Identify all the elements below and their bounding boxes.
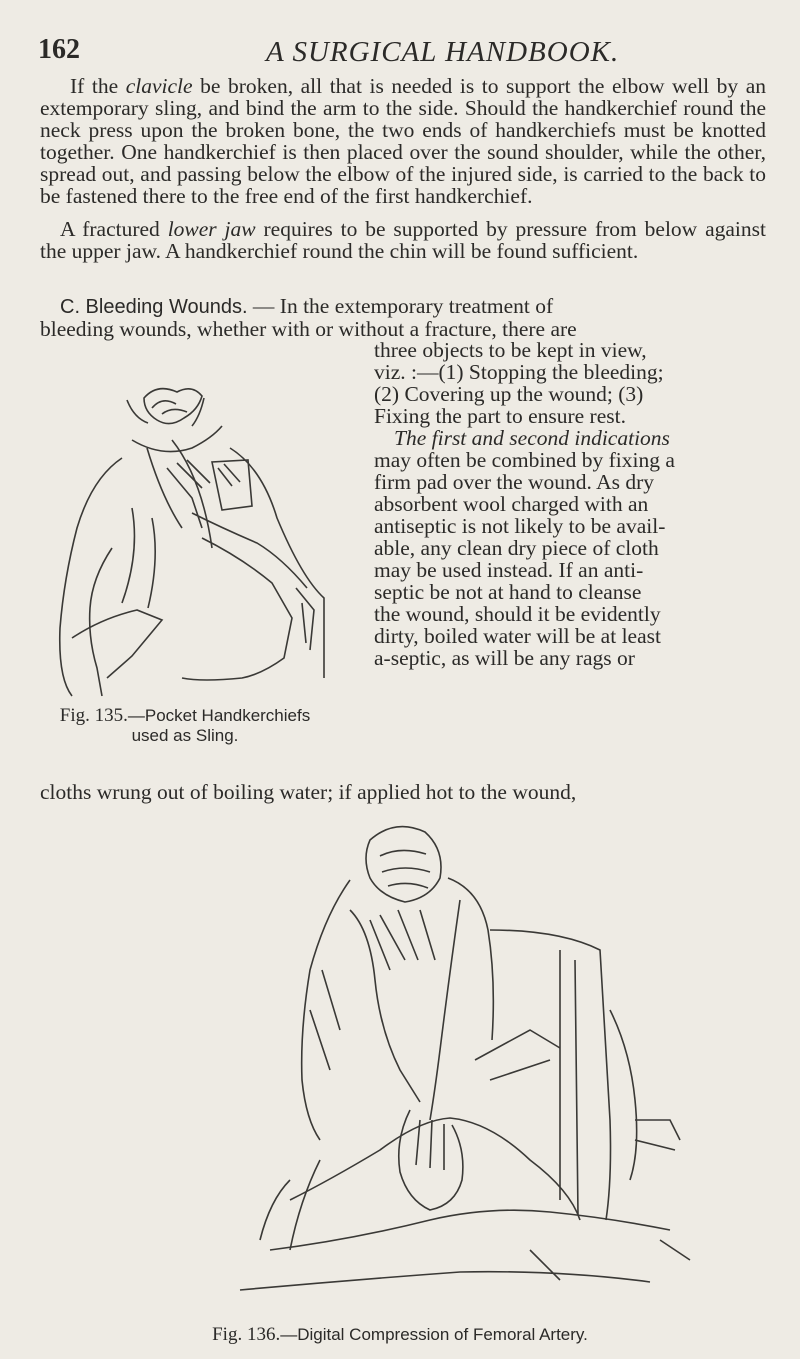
column-line: antiseptic is not likely to be avail- (374, 514, 666, 538)
figure-135-label: Fig. 135. (59, 705, 128, 726)
closing-line: cloths wrung out of boiling water; if applied hot to the wound, (40, 780, 577, 804)
paragraph-lower-jaw: A fractured lower jaw requires to be supported by pressure from below against the upper jaw. A handkerchief round the chin will be found sufficient. (40, 217, 766, 263)
column-line: three objects to be kept in view, (374, 338, 647, 362)
column-line: (2) Covering up the wound; (3) (374, 382, 644, 406)
bleeding-column (374, 339, 766, 669)
figure-136-caption: Fig. 136.—Digital Compression of Femoral Artery. (212, 1324, 588, 1345)
column-line: dirty, boiled water will be at least (374, 624, 661, 648)
column-line: the wound, should it be evidently (374, 602, 661, 626)
column-line: able, any clean dry piece of cloth (374, 536, 659, 560)
column-line: may be used instead. If an anti- (374, 558, 644, 582)
column-line: a-septic, as will be any rags or (374, 646, 635, 670)
page-header (38, 32, 778, 72)
column-line: viz. :—(1) Stopping the bleeding; (374, 360, 664, 384)
femoral-compression-illustration (230, 820, 700, 1310)
section-heading-bleeding: C. Bleeding Wounds. (60, 296, 248, 318)
figure-136-label: Fig. 136. (212, 1324, 281, 1345)
paragraph-bleeding-wounds: C. Bleeding Wounds. — In the extemporary treatment of bleeding wounds, whether with or without a fracture, there are (40, 294, 577, 341)
column-line: may often be combined by fixing a (374, 448, 675, 472)
column-line: Fixing the part to ensure rest. (374, 404, 626, 428)
figure-135-caption: Fig. 135.—Pocket Handkerchiefs used as Sling. (59, 705, 311, 745)
paragraph-clavicle: If the clavicle be broken, all that is needed is to support the elbow well by an extemporary sling, and bind the arm to the side. Should the handkerchief round the neck press upon the broken bone, the two ends of handkerchiefs must be knotted together. One handkerchief is then placed over the sound shoulder, while the other, spread out, and passing below the elbow of the injured side, is carried to the back to be fastened there to the free end of the first handkerchief. (40, 74, 766, 208)
italic-indications: The first and second indications (394, 426, 670, 450)
running-title: A SURGICAL HANDBOOK. (266, 36, 620, 68)
column-line: absorbent wool charged with an (374, 492, 649, 516)
sling-illustration (52, 378, 332, 703)
term-lower-jaw: lower jaw (167, 217, 256, 241)
term-clavicle: clavicle (125, 74, 193, 98)
column-line: septic be not at hand to cleanse (374, 580, 642, 604)
column-line: firm pad over the wound. As dry (374, 470, 655, 494)
page-number: 162 (38, 34, 80, 65)
